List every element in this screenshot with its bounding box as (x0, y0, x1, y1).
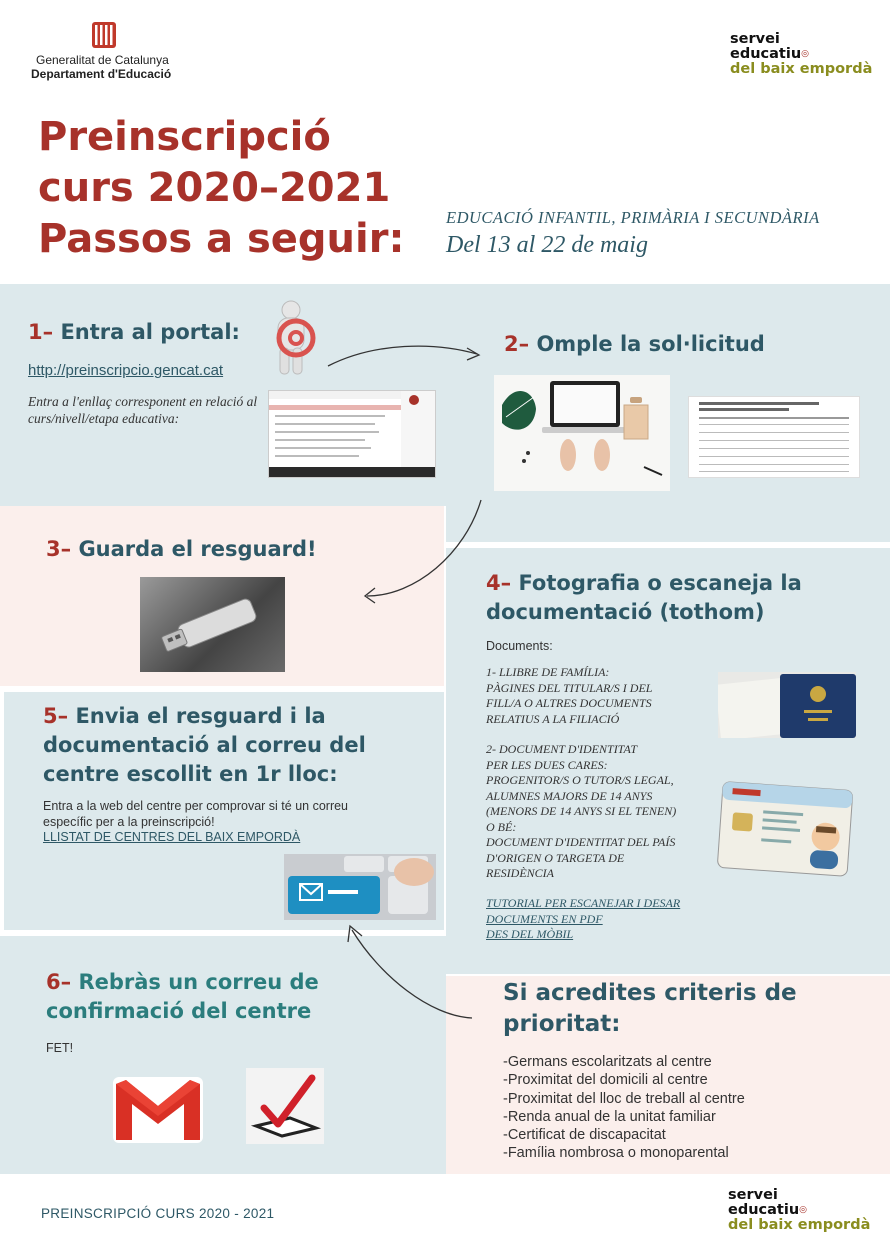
doc2-line: PROGENITOR/S O TUTOR/S LEGAL, (486, 773, 674, 787)
arrow-step1-to-step2 (325, 338, 485, 374)
step3-title (46, 535, 317, 564)
step2-number: 2– (504, 332, 530, 356)
doc2-list (486, 742, 676, 882)
tutorial-line[interactable]: DOCUMENTS EN PDF (486, 911, 603, 926)
priority-item: -Proximitat del lloc de treball al centre (503, 1090, 745, 1107)
priority-item: -Renda anual de la unitat familiar (503, 1108, 716, 1125)
step3-title-text: Guarda el resguard! (78, 537, 317, 561)
priority-title-line1: Si acredites criteris de (503, 980, 797, 1006)
doc2-line: DOCUMENT D'IDENTITAT DEL PAÍS (486, 835, 676, 849)
gov-line1: Generalitat de Catalunya (36, 53, 169, 67)
priority-item: -Família nombrosa o monoparental (503, 1145, 729, 1162)
step3-number: 3– (46, 537, 72, 561)
brand-line1: servei (730, 31, 780, 47)
title-line3: Passos a seguir: (38, 216, 405, 262)
title-line1: Preinscripció (38, 114, 331, 160)
page-title (38, 112, 404, 265)
doc2-line: D'ORIGEN O TARGETA DE (486, 850, 625, 865)
doc2-line: ALUMNES MAJORS DE 14 ANYS (486, 788, 653, 803)
brand-dot-icon: ◎ (801, 49, 809, 59)
step1-desc: Entra a l'enllaç corresponent en relació al curs/nivell/etapa educativa: (28, 394, 258, 426)
arrow-step2-to-step3 (355, 494, 490, 606)
step5-desc-line2: específic per a la preinscripció! (43, 815, 215, 829)
laptop-photo-image (494, 375, 670, 491)
brand-logo-top (730, 32, 880, 77)
step2-title (504, 330, 765, 359)
portal-link[interactable]: http://preinscripcio.gencat.cat (28, 362, 224, 379)
footer-brand-line1: servei (728, 1187, 778, 1203)
doc1-list (486, 665, 652, 727)
step6-title (46, 968, 319, 1026)
priority-item: -Proximitat del domicili al centre (503, 1072, 708, 1089)
step5-title-line3: centre escollit en 1r lloc: (43, 762, 338, 786)
tutorial-line[interactable]: TUTORIAL PER ESCANEJAR I DESAR (486, 896, 681, 910)
portal-screenshot-image (268, 390, 436, 478)
documents-label: Documents: (486, 639, 553, 653)
step5-title-line2: documentació al correu del (43, 733, 366, 757)
step5-number: 5– (43, 704, 69, 728)
arrow-step6-to-step5 (340, 916, 480, 1024)
schools-list-link[interactable]: LLISTAT DE CENTRES DEL BAIX EMPORDÀ (43, 830, 301, 844)
id-card-image (716, 778, 856, 882)
doc2-line: RESIDÈNCIA (486, 866, 554, 880)
person-at-icon (266, 300, 326, 378)
doc1-line: 1- LLIBRE DE FAMÍLIA: (486, 665, 610, 679)
form-document-image (688, 396, 860, 478)
step5-desc-line1: Entra a la web del centre per comprovar si té un correu (43, 799, 349, 813)
step4-title-line2: documentació (tothom) (486, 600, 765, 624)
step1-title-text: Entra al portal: (60, 320, 240, 344)
footer-text: PREINSCRIPCIÓ CURS 2020 - 2021 (41, 1206, 275, 1221)
step1-number: 1– (28, 320, 54, 344)
step5-title-line1: Envia el resguard i la (75, 704, 326, 728)
brand-logo-bottom (728, 1188, 878, 1233)
step5-desc (43, 798, 348, 830)
email-key-image (284, 854, 436, 920)
step6-title-line1: Rebràs un correu de (78, 970, 319, 994)
tutorial-line[interactable]: DES DEL MÒBIL (486, 927, 574, 941)
gmail-icon (110, 1074, 206, 1146)
scan-tutorial-link[interactable] (486, 896, 680, 943)
doc2-line: (MENORS DE 14 ANYS SI EL TENEN) (486, 804, 677, 818)
step2-title-text: Omple la sol·licitud (536, 332, 765, 356)
checkmark-ballot-icon (246, 1068, 324, 1144)
step5-title (43, 702, 366, 789)
doc2-line: 2- DOCUMENT D'IDENTITAT (486, 742, 638, 756)
priority-item: -Germans escolaritzats al centre (503, 1054, 712, 1070)
doc1-line: FILL/A O ALTRES DOCUMENTS (486, 696, 652, 710)
step6-title-line2: confirmació del centre (46, 999, 312, 1023)
priority-title-line2: prioritat: (503, 1011, 621, 1037)
brand-line2: educatiu (730, 46, 802, 62)
doc2-line: PER LES DUES CARES: (486, 757, 608, 772)
brand-line3: del baix empordà (730, 61, 873, 77)
doc2-line: O BÉ: (486, 819, 517, 834)
title-line2: curs 2020–2021 (38, 165, 391, 211)
generalitat-logo (30, 22, 190, 82)
footer-brand-line3: del baix empordà (728, 1217, 871, 1233)
priority-item: -Certificat de discapacitat (503, 1127, 666, 1144)
doc1-line: RELATIUS A LA FILIACIÓ (486, 711, 620, 726)
catalonia-flag-icon (92, 22, 116, 48)
gov-line2: Departament d'Educació (31, 67, 172, 81)
dates-label: Del 13 al 22 de maig (446, 232, 648, 258)
step6-number: 6– (46, 970, 72, 994)
family-book-image (718, 672, 856, 738)
levels-label: EDUCACIÓ INFANTIL, PRIMÀRIA I SECUNDÀRIA (446, 208, 820, 227)
priority-title (503, 978, 797, 1040)
priority-list (503, 1053, 745, 1163)
step1-title (28, 318, 240, 347)
footer-brand-line2: educatiu (728, 1202, 800, 1218)
usb-drive-image (140, 577, 285, 672)
doc1-line: PÀGINES DEL TITULAR/S I DEL (486, 680, 653, 695)
step4-number: 4– (486, 571, 512, 595)
brand-dot-icon: ◎ (799, 1205, 807, 1215)
done-label: FET! (46, 1041, 74, 1055)
step4-title (486, 569, 802, 627)
step4-title-line1: Fotografia o escaneja la (518, 571, 802, 595)
